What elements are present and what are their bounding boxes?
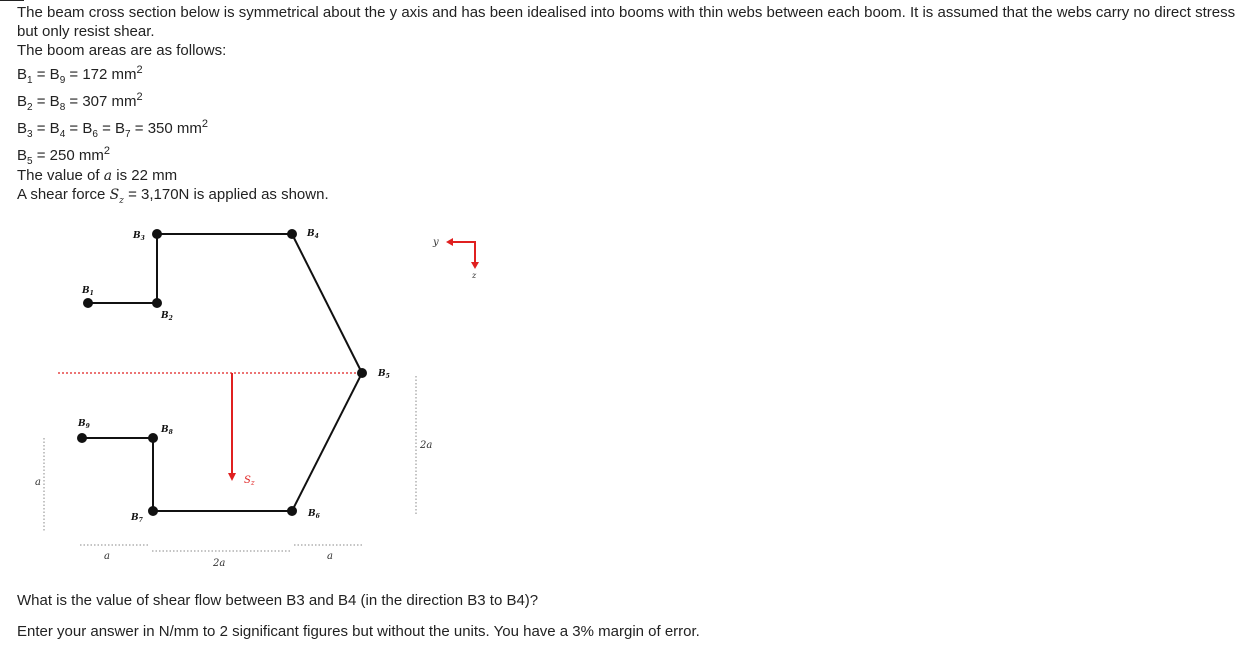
label-b6: $B_6$ — [308, 509, 320, 520]
label-b3: $B_3$ — [133, 231, 145, 242]
dim-right-label: 2a — [420, 440, 433, 451]
z-axis-arrowhead — [471, 262, 479, 269]
axis-z-label: z — [472, 271, 477, 280]
problem-intro — [17, 3, 1239, 60]
boom-b4 — [287, 229, 297, 239]
boom-b2 — [152, 298, 162, 308]
beam-cross-section-diagram — [0, 210, 560, 580]
label-b2: $B_2$ — [161, 311, 173, 322]
dim-bottom-mid-label: 2a — [213, 558, 226, 569]
dim-bottom-left-label: a — [104, 551, 110, 562]
label-b8: $B_8$ — [161, 425, 173, 436]
axis-indicator — [432, 237, 479, 280]
intro-text: The beam cross section below is symmetrical about the y axis and has been idealised into booms with thin webs between each boom. It is assumed that the webs carry no direct stress but only resist shear. — [17, 4, 1236, 40]
question-text: What is the value of shear flow between B3 and B4 (in the direction B3 to B4)? — [17, 592, 539, 609]
dim-left-label: a — [35, 477, 41, 488]
axis-y-label: y — [433, 237, 439, 248]
shear-force-text: A shear force $S_z = 3,170N$ is applied as shown. — [17, 186, 329, 206]
dimension-lines — [44, 376, 416, 551]
shear-force-arrowhead — [228, 473, 236, 481]
web-b4-b5 — [292, 234, 362, 373]
y-axis-arrowhead — [446, 238, 453, 246]
answer-instructions: Enter your answer in N/mm to 2 significant figures but without the units. You have a 3% margin of error. — [17, 623, 700, 640]
boom-b5 — [357, 368, 367, 378]
label-b4: $B_4$ — [307, 229, 319, 240]
boom-area-b3-b4-b6-b7: $B_3 = B_4 = B_6 = B_7 = 350$ $mm^2$ — [17, 118, 208, 140]
web-b5-b6 — [292, 373, 362, 511]
label-sz: $S_z$ — [244, 475, 255, 487]
boom-area-b2-b8: $B_2 = B_8 = 307$ $mm^2$ — [17, 91, 143, 113]
boom-b6 — [287, 506, 297, 516]
top-rule — [0, 0, 24, 1]
boom-area-b5: $B_5 = 250$ $mm^2$ — [17, 145, 110, 167]
dim-bottom-right-label: a — [327, 551, 333, 562]
boom-b1 — [83, 298, 93, 308]
a-value-text: The value of a is 22 mm — [17, 167, 178, 184]
boom-b3 — [152, 229, 162, 239]
boom-b8 — [148, 433, 158, 443]
label-b9: $B_9$ — [78, 419, 90, 430]
boom-area-b1-b9: $B_1 = B_9 = 172$ $mm^2$ — [17, 64, 143, 86]
label-b1: $B_1$ — [82, 286, 94, 297]
boom-b9 — [77, 433, 87, 443]
boom-b7 — [148, 506, 158, 516]
areas-heading: The boom areas are as follows: — [17, 42, 227, 59]
label-b7: $B_7$ — [131, 513, 143, 524]
label-b5: $B_5$ — [378, 369, 390, 380]
